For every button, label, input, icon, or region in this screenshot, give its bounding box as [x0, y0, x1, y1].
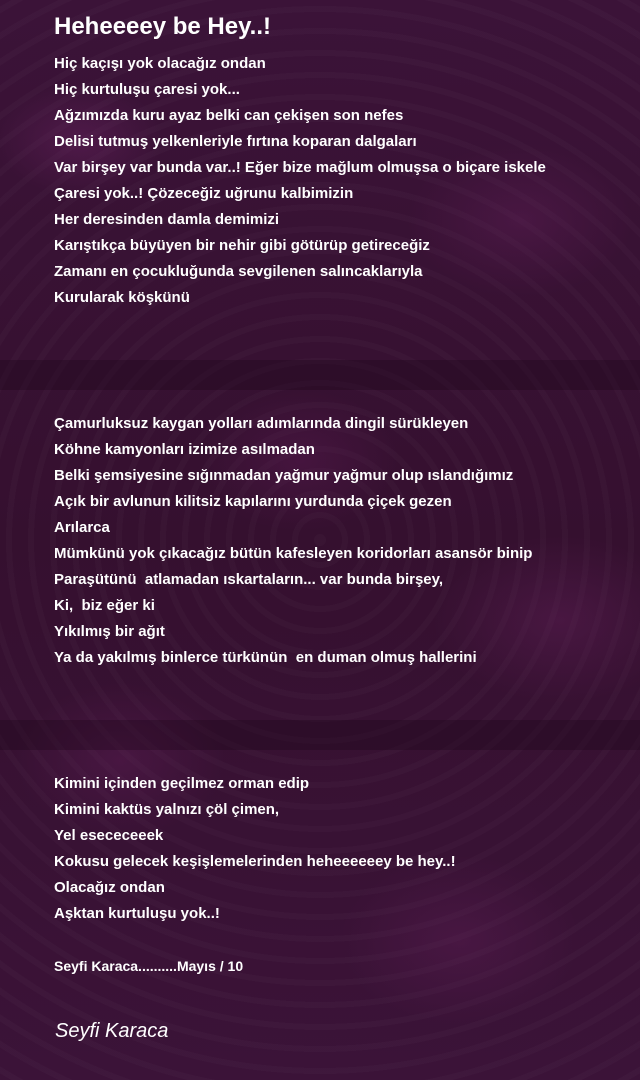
poem-dateline: Seyfi Karaca..........Mayıs / 10 [54, 958, 244, 974]
poem-line: Delisi tutmuş yelkenleriyle fırtına koparan dalgaları [54, 133, 417, 150]
poem-line: Belki şemsiyesine sığınmadan yağmur yağmur olup ıslandığımız [54, 467, 514, 484]
poem-line: Kimini içinden geçilmez orman edip [54, 775, 310, 792]
poem-line: Arılarca [54, 519, 110, 536]
poem-line: Açık bir avlunun kilitsiz kapılarını yurdunda çiçek gezen [54, 493, 452, 510]
poem-line: Her deresinden damla demimizi [54, 211, 280, 228]
poem-line: Kimini kaktüs yalnızı çöl çimen, [54, 801, 280, 818]
background-band [0, 360, 640, 390]
stanza-2 [54, 411, 532, 671]
poem-title: Heheeeey be Hey..! [54, 13, 271, 40]
poem-line: Var birşey var bunda var..! Eğer bize mağlum olmuşsa o biçare iskele [54, 159, 546, 176]
background-band [0, 720, 640, 750]
poem-line: Köhne kamyonları izimize asılmadan [54, 441, 315, 458]
poem-line: Kurularak köşkünü [54, 289, 190, 306]
stanza-1 [54, 51, 546, 311]
poem-line: Paraşütünü atlamadan ıskartaların... var bunda birşey, [54, 571, 444, 588]
poem-line: Ya da yakılmış binlerce türkünün en duman olmuş hallerini [54, 649, 477, 666]
poem-line: Çamurluksuz kaygan yolları adımlarında dingil sürükleyen [54, 415, 469, 432]
poem-line: Kokusu gelecek keşişlemelerinden heheeeeeey be hey..! [54, 853, 456, 870]
poem-line: Ki, biz eğer ki [54, 597, 155, 614]
author-name: Seyfi Karaca [55, 1020, 169, 1042]
poem-line: Hiç kaçışı yok olacağız ondan [54, 55, 266, 72]
poem-line: Zamanı en çocukluğunda sevgilenen salıncaklarıyla [54, 263, 423, 280]
poem-line: Ağzımızda kuru ayaz belki can çekişen son nefes [54, 107, 404, 124]
poem-line: Mümkünü yok çıkacağız bütün kafesleyen koridorları asansör binip [54, 545, 533, 562]
stanza-3 [54, 771, 456, 927]
poem-line: Yel esececeeek [54, 827, 164, 844]
poem-line: Olacağız ondan [54, 879, 165, 896]
poem-line: Karıştıkça büyüyen bir nehir gibi götürüp getireceğiz [54, 237, 430, 254]
poem-line: Hiç kurtuluşu çaresi yok... [54, 81, 240, 98]
poem-line: Aşktan kurtuluşu yok..! [54, 905, 220, 922]
poem-line: Çaresi yok..! Çözeceğiz uğrunu kalbimizin [54, 185, 354, 202]
poem-line: Yıkılmış bir ağıt [54, 623, 165, 640]
